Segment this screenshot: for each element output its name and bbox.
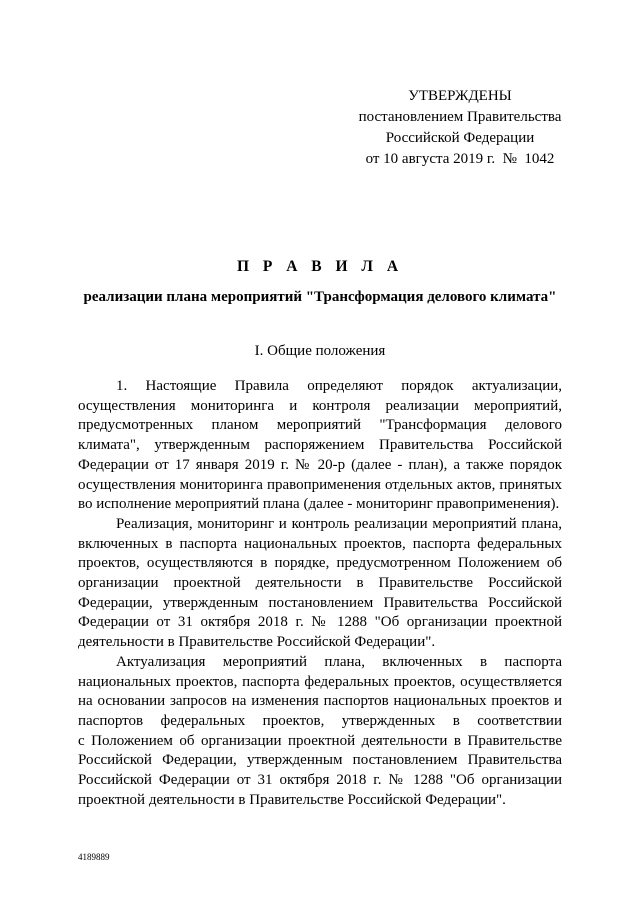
document-subtitle: реализации плана мероприятий "Трансформация делового климата" <box>83 289 557 305</box>
text-line: Федерации от 31 октября 2018 г. № 1288 "Об организации проектной <box>78 614 562 631</box>
body-text <box>78 377 562 810</box>
paragraph <box>78 377 562 515</box>
text-line: проектной деятельности в Правительстве Российской Федерации". <box>78 791 506 808</box>
text-line: Федерации, утвержденным постановлением Правительства Российской <box>78 594 562 611</box>
text-line: Реализация, мониторинг и контроль реализации мероприятий плана, <box>116 515 562 532</box>
section-heading: I. Общие положения <box>254 343 386 359</box>
paragraph <box>78 653 562 811</box>
text-line: организации проектной деятельности в Правительстве Российской <box>78 575 562 592</box>
text-line: предусмотренных планом мероприятий "Трансформация делового <box>78 417 562 434</box>
document-code: 4189889 <box>78 852 110 862</box>
text-line: паспортов федеральных проектов, утвержденных в соответствии <box>78 712 562 729</box>
text-line: климата", утвержденным распоряжением Правительства Российской <box>78 437 562 454</box>
text-line: осуществления мониторинга и контроля реализации мероприятий, <box>78 397 562 414</box>
text-line: во исполнение мероприятий плана (далее - мониторинг правоприменения). <box>78 496 560 513</box>
text-line: проектов, осуществляются в порядке, предусмотренном Положением об <box>78 555 562 572</box>
text-line: деятельности в Правительстве Российской Федерации". <box>78 634 436 651</box>
approval-line: от 10 августа 2019 г. № 1042 <box>365 151 555 167</box>
text-line: 1. Настоящие Правила определяют порядок актуализации, <box>116 378 562 394</box>
text-line: на основании запросов на изменения паспортов национальных проектов и <box>78 693 562 710</box>
text-line: Федерации от 17 января 2019 г. № 20-р (далее - план), а также порядок <box>78 456 562 473</box>
text-line: осуществления мониторинга правоприменения отдельных актов, принятых <box>78 476 562 493</box>
paragraph <box>78 515 562 653</box>
approval-line: Российской Федерации <box>385 130 535 146</box>
text-line: включенных в паспорта национальных проектов, паспорта федеральных <box>78 535 562 552</box>
approval-block <box>330 86 590 170</box>
text-line: Российской Федерации, утвержденным постановлением Правительства <box>78 752 562 769</box>
text-line: Российской Федерации от 31 октября 2018 г. № 1288 "Об организации <box>78 772 562 789</box>
text-line: с Положением об организации проектной деятельности в Правительстве <box>78 732 562 749</box>
approval-line: УТВЕРЖДЕНЫ <box>408 88 512 104</box>
text-line: Актуализация мероприятий плана, включенных в паспорта <box>116 653 562 670</box>
document-title: П Р А В И Л А <box>236 258 404 275</box>
approval-line: постановлением Правительства <box>358 109 562 125</box>
text-line: национальных проектов, паспорта федеральных проектов, осуществляется <box>78 673 562 690</box>
